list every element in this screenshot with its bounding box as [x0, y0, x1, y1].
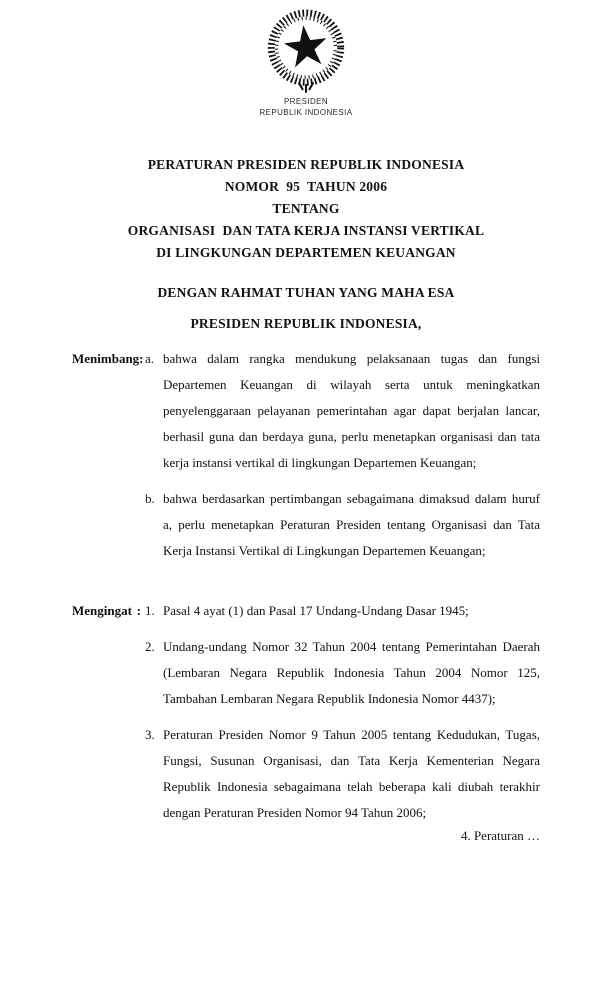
list-item-text: Peraturan Presiden Nomor 9 Tahun 2005 tentang Kedudukan, Tugas, Fungsi, Susunan Organisasi, dan Tata Kerja Kementerian Negara Republik Indonesia sebagaimana telah beberapa kali diubah terakhir dengan Peraturan Presiden Nomor 94 Tahun 2006;	[163, 727, 540, 820]
list-item-text: bahwa dalam rangka mendukung pelaksanaan tugas dan fungsi Departemen Keuangan di wilayah serta untuk meningkatkan penyelenggaraan pelayanan pemerintahan agar dapat berjalan lancar, berhasil guna dan berdaya guna, perlu menetapkan organisasi dan tata kerja instansi vertikal di lingkungan Departemen Keuangan;	[163, 351, 540, 470]
mengingat-items	[145, 598, 540, 826]
issuer-line: PRESIDEN REPUBLIK INDONESIA,	[190, 316, 422, 331]
title-line-number: NOMOR 95 TAHUN 2006	[224, 179, 388, 194]
list-item-text: Undang-undang Nomor 32 Tahun 2004 tentang Pemerintahan Daerah (Lembaran Negara Republik Indonesia Tahun 2004 Nomor 125, Tambahan Lembaran Negara Republik Indonesia Nomor 4437);	[163, 639, 540, 706]
document-header	[0, 0, 612, 118]
list-item	[145, 722, 540, 826]
section-mengingat	[72, 598, 540, 826]
section-label-colon: :	[139, 351, 144, 366]
title-line-subject-1: ORGANISASI DAN TATA KERJA INSTANSI VERTIKAL	[127, 223, 485, 238]
list-item	[145, 598, 540, 624]
list-item-text: Pasal 4 ayat (1) dan Pasal 17 Undang-Undang Dasar 1945;	[163, 603, 469, 618]
title-line-regulation: PERATURAN PRESIDEN REPUBLIK INDONESIA	[147, 157, 465, 172]
document-body	[0, 346, 612, 826]
list-item-marker: 2.	[145, 639, 155, 654]
list-item-marker: 3.	[145, 727, 155, 742]
list-item-marker: b.	[145, 491, 155, 506]
presidential-seal-icon	[254, 8, 358, 96]
list-item	[145, 634, 540, 712]
section-label-word: Menimbang	[72, 351, 140, 366]
list-item-text: bahwa berdasarkan pertimbangan sebagaimana dimaksud dalam huruf a, perlu menetapkan Peraturan Presiden tentang Organisasi dan Tata Kerja Instansi Vertikal di Lingkungan Departemen Keuangan;	[163, 491, 540, 558]
section-label-menimbang	[72, 346, 145, 372]
list-item	[145, 486, 540, 564]
section-label-colon: :	[136, 603, 141, 618]
section-label-mengingat	[72, 598, 145, 624]
invocation-line: DENGAN RAHMAT TUHAN YANG MAHA ESA	[157, 285, 455, 300]
list-item	[145, 346, 540, 476]
page-catchword: 4. Peraturan …	[460, 828, 540, 843]
title-line-subject-2: DI LINGKUNGAN DEPARTEMEN KEUANGAN	[156, 245, 456, 260]
section-menimbang	[72, 346, 540, 564]
seal-caption-republik-indonesia: REPUBLIK INDONESIA	[259, 108, 353, 117]
title-line-tentang: TENTANG	[272, 201, 340, 216]
list-item-marker: a.	[145, 351, 155, 366]
list-item-marker: 1.	[145, 603, 155, 618]
section-label-word: Mengingat	[72, 603, 132, 618]
menimbang-items	[145, 346, 540, 564]
title-block	[0, 154, 612, 264]
seal-caption-presiden: PRESIDEN	[283, 97, 329, 106]
